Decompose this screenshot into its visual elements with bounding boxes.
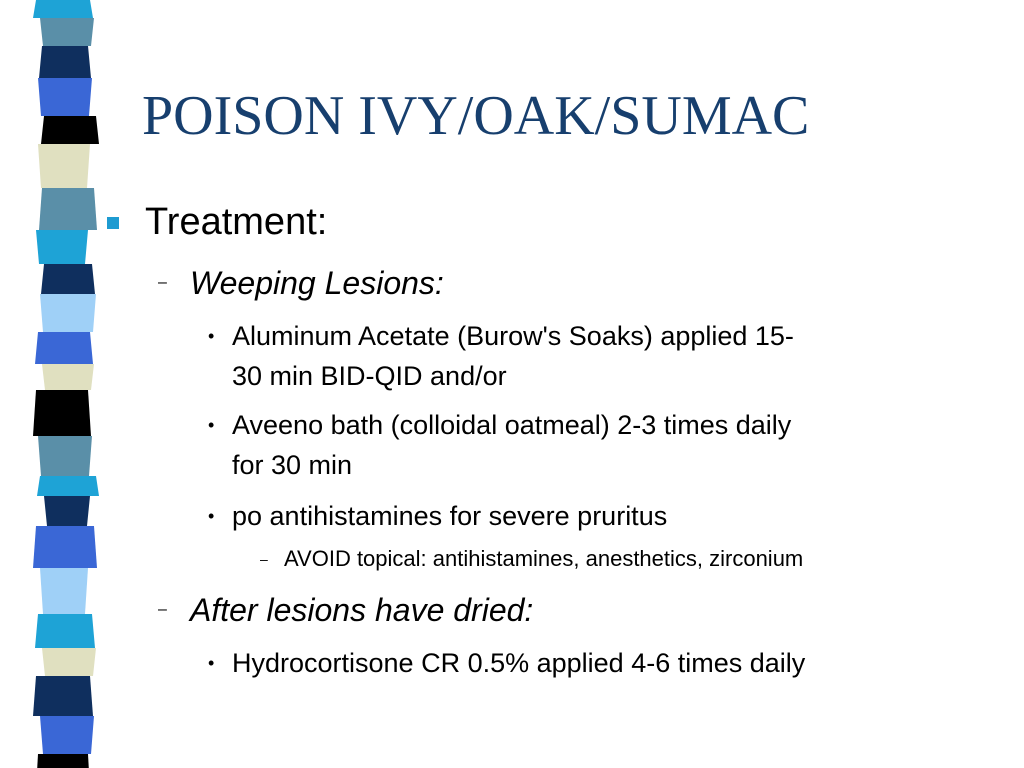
stripe-block (41, 116, 99, 144)
bullet-treatment-text: Treatment: (145, 201, 328, 243)
stripe-block (40, 294, 96, 332)
stripe-block (44, 496, 90, 526)
dot-bullet-icon: • (208, 415, 215, 435)
bullet-treatment (145, 202, 327, 242)
item-po-antihistamines (208, 496, 972, 536)
item-burow-line1: Aluminum Acetate (Burow's Soaks) applied 15- (232, 321, 794, 351)
decorative-stripe (0, 0, 130, 768)
dot-bullet-icon: • (208, 326, 215, 346)
stripe-block (35, 614, 95, 648)
stripe-block (40, 18, 94, 46)
dried-text: After lesions have dried: (190, 592, 534, 628)
stripe-block (37, 476, 99, 496)
stripe-block (33, 0, 93, 18)
sub-bullet-dried (158, 590, 534, 630)
stripe-block (40, 568, 88, 614)
stripe-block (38, 436, 92, 476)
stripe-block (41, 264, 95, 294)
dot-bullet-icon: • (208, 653, 215, 673)
stripe-block (35, 332, 93, 364)
item-avoid (260, 539, 804, 579)
item-aveeno-line1: Aveeno bath (colloidal oatmeal) 2-3 times daily (232, 410, 792, 440)
stripe-block (39, 46, 91, 78)
stripe-block (39, 188, 97, 230)
dash-bullet-icon: – (260, 551, 268, 567)
item-aveeno (208, 405, 972, 485)
stripe-block (42, 648, 96, 676)
weeping-text: Weeping Lesions: (190, 265, 444, 301)
stripe-block (36, 230, 88, 264)
item-avoid-text: AVOID topical: antihistamines, anesthetics, zirconium (284, 546, 804, 571)
item-burow-line2: 30 min BID-QID and/or (232, 361, 507, 391)
item-hydrocortisone (208, 643, 972, 683)
item-burow (208, 316, 972, 396)
stripe-block (42, 364, 94, 390)
stripe-block (38, 144, 90, 188)
stripe-block (33, 390, 91, 436)
stripe-block (33, 676, 93, 716)
stripe-block (38, 78, 92, 116)
dash-bullet-icon: – (158, 274, 167, 291)
item-po-text: po antihistamines for severe pruritus (232, 501, 668, 531)
slide-title: POISON IVY/OAK/SUMAC (142, 85, 810, 147)
dash-bullet-icon: – (158, 601, 167, 618)
square-bullet-icon (107, 217, 119, 229)
stripe-block (40, 716, 94, 754)
stripe-block (33, 526, 97, 568)
stripe-block (35, 754, 91, 768)
item-aveeno-line2: for 30 min (232, 450, 353, 480)
sub-bullet-weeping (158, 263, 444, 303)
item-hc-text: Hydrocortisone CR 0.5% applied 4-6 times daily (232, 648, 806, 678)
dot-bullet-icon: • (208, 506, 215, 526)
